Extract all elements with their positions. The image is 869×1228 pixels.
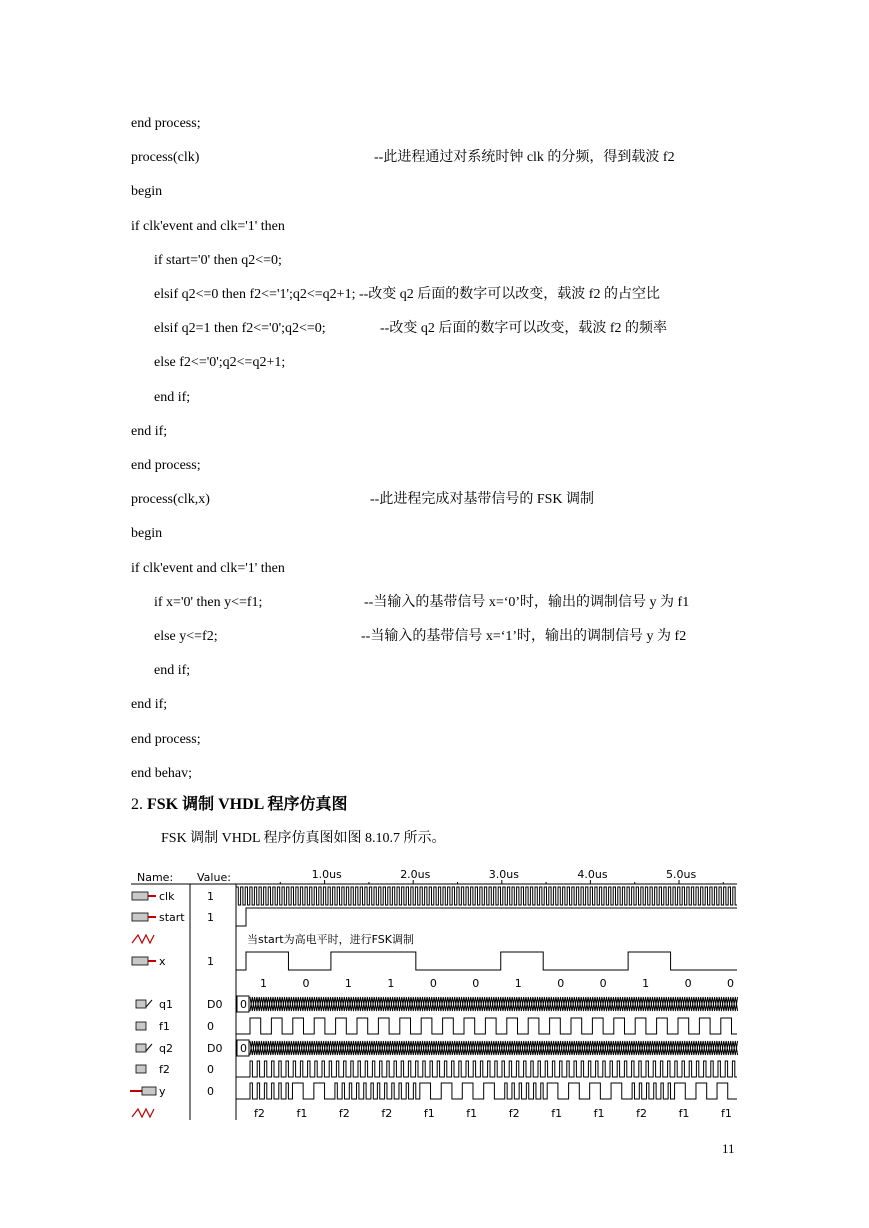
code-comment: --当输入的基带信号 x=‘0’时，输出的调制信号 y 为 f1: [364, 594, 690, 610]
signal-value: 1: [207, 955, 214, 968]
code-line: end behav;: [131, 765, 193, 781]
signal-name: f2: [159, 1063, 170, 1076]
header-value-label: Value:: [197, 871, 231, 884]
page-number: 11: [722, 1141, 735, 1156]
start-waveform: [236, 908, 737, 926]
x-bit-label: 0: [472, 977, 480, 990]
node-icon: [136, 1065, 146, 1073]
input-pin-icon: [132, 892, 148, 900]
time-tick-label: 5.0us: [666, 868, 697, 881]
input-pin-icon: [132, 913, 148, 921]
x-bit-label: 1: [642, 977, 650, 990]
code-line: begin: [131, 526, 163, 542]
node-icon: [136, 1022, 146, 1030]
signal-value: D0: [207, 1042, 223, 1055]
y-frequency-label: f1: [593, 1107, 605, 1120]
code-comment: --改变 q2 后面的数字可以改变，载波 f2 的频率: [380, 321, 667, 337]
y-waveform: [236, 1083, 737, 1099]
signal-name: start: [159, 911, 185, 924]
y-frequency-label: f2: [254, 1107, 265, 1120]
y-frequency-label: f2: [338, 1107, 350, 1120]
x-bit-label: 1: [260, 977, 267, 990]
figure-intro-paragraph: FSK 调制 VHDL 程序仿真图如图 8.10.7 所示。: [161, 831, 446, 846]
code-comment: --此进程完成对基带信号的 FSK 调制: [370, 492, 595, 508]
x-bit-label: 0: [727, 977, 735, 990]
code-line: end if;: [131, 423, 168, 439]
code-line: if x='0' then y<=f1;: [154, 594, 263, 610]
x-bit-label: 0: [302, 977, 310, 990]
x-bit-label: 0: [599, 977, 607, 990]
bus-node-icon: [136, 1000, 146, 1008]
section-number: 2.: [131, 796, 143, 813]
signal-value: 0: [207, 1020, 214, 1033]
signal-value: 1: [207, 890, 214, 903]
input-pin-icon: [132, 957, 148, 965]
code-line: if start='0' then q2<=0;: [154, 252, 282, 268]
signal-value: D0: [207, 998, 223, 1011]
signal-value: 0: [207, 1085, 214, 1098]
time-tick-label: 4.0us: [577, 868, 608, 881]
waveform-annotation: 当start为高电平时，进行FSK调制: [247, 933, 414, 946]
time-tick-label: 1.0us: [311, 868, 342, 881]
code-line: begin: [131, 184, 163, 200]
code-line: end if;: [154, 663, 191, 679]
bus-node-icon: [136, 1044, 146, 1052]
signal-name: f1: [159, 1020, 170, 1033]
y-frequency-label: f1: [551, 1107, 563, 1120]
bus-initial-value: 0: [240, 998, 247, 1011]
section-title: FSK 调制 VHDL 程序仿真图: [147, 796, 348, 813]
f1-waveform: [236, 1018, 737, 1034]
output-pin-icon: [142, 1087, 156, 1095]
signal-name: q1: [159, 998, 173, 1011]
code-line: if clk'event and clk='1' then: [131, 218, 285, 234]
x-bit-label: 1: [387, 977, 395, 990]
y-frequency-label: f1: [423, 1107, 435, 1120]
code-line: end process;: [131, 458, 201, 473]
y-frequency-label: f1: [678, 1107, 690, 1120]
bus-slash-icon: [146, 1000, 152, 1007]
time-tick-label: 2.0us: [400, 868, 431, 881]
y-frequency-label: f2: [381, 1107, 393, 1120]
header-name-label: Name:: [137, 871, 174, 884]
code-line: end if;: [154, 389, 191, 405]
code-line: end if;: [131, 697, 168, 713]
comment-node-icon: [132, 1109, 154, 1117]
x-waveform: [236, 952, 737, 970]
q1-bus-waveform: [250, 997, 738, 1011]
code-line: end process;: [131, 116, 201, 131]
time-tick-label: 3.0us: [488, 868, 520, 881]
code-line: process(clk): [131, 150, 200, 166]
code-line: elsif q2<=0 then f2<='1';q2<=q2+1; --改变 q2 后面的数字可以改变，载波 f2 的占空比: [154, 287, 660, 302]
clk-waveform: [236, 887, 737, 905]
x-bit-label: 1: [344, 977, 352, 990]
x-bit-label: 0: [684, 977, 692, 990]
code-line: end process;: [131, 731, 201, 747]
code-comment: --此进程通过对系统时钟 clk 的分频，得到载波 f2: [374, 150, 675, 166]
f2-waveform: [236, 1061, 737, 1077]
signal-value: 0: [207, 1063, 214, 1076]
comment-node-icon: [132, 935, 154, 943]
code-comment: --当输入的基带信号 x=‘1’时，输出的调制信号 y 为 f2: [361, 629, 687, 644]
y-frequency-label: f2: [508, 1107, 520, 1120]
signal-name: clk: [159, 890, 175, 903]
code-line: else f2<='0';q2<=q2+1;: [154, 355, 286, 371]
x-bit-label: 0: [429, 977, 437, 990]
q2-bus-waveform: [250, 1041, 738, 1055]
signal-name: x: [159, 955, 166, 968]
signal-name: y: [159, 1085, 166, 1098]
signal-name: q2: [159, 1042, 173, 1055]
code-line: elsif q2=1 then f2<='0';q2<=0;: [154, 321, 326, 337]
code-line: if clk'event and clk='1' then: [131, 560, 285, 576]
x-bit-label: 0: [557, 977, 565, 990]
y-frequency-label: f2: [636, 1107, 647, 1120]
y-frequency-label: f1: [296, 1107, 308, 1120]
bus-slash-icon: [146, 1044, 152, 1051]
code-line: process(clk,x): [131, 492, 210, 508]
x-bit-label: 1: [514, 977, 522, 990]
signal-value: 1: [207, 911, 214, 924]
code-line: else y<=f2;: [154, 629, 218, 644]
y-frequency-label: f1: [721, 1107, 732, 1120]
y-frequency-label: f1: [466, 1107, 478, 1120]
bus-initial-value: 0: [240, 1042, 247, 1055]
